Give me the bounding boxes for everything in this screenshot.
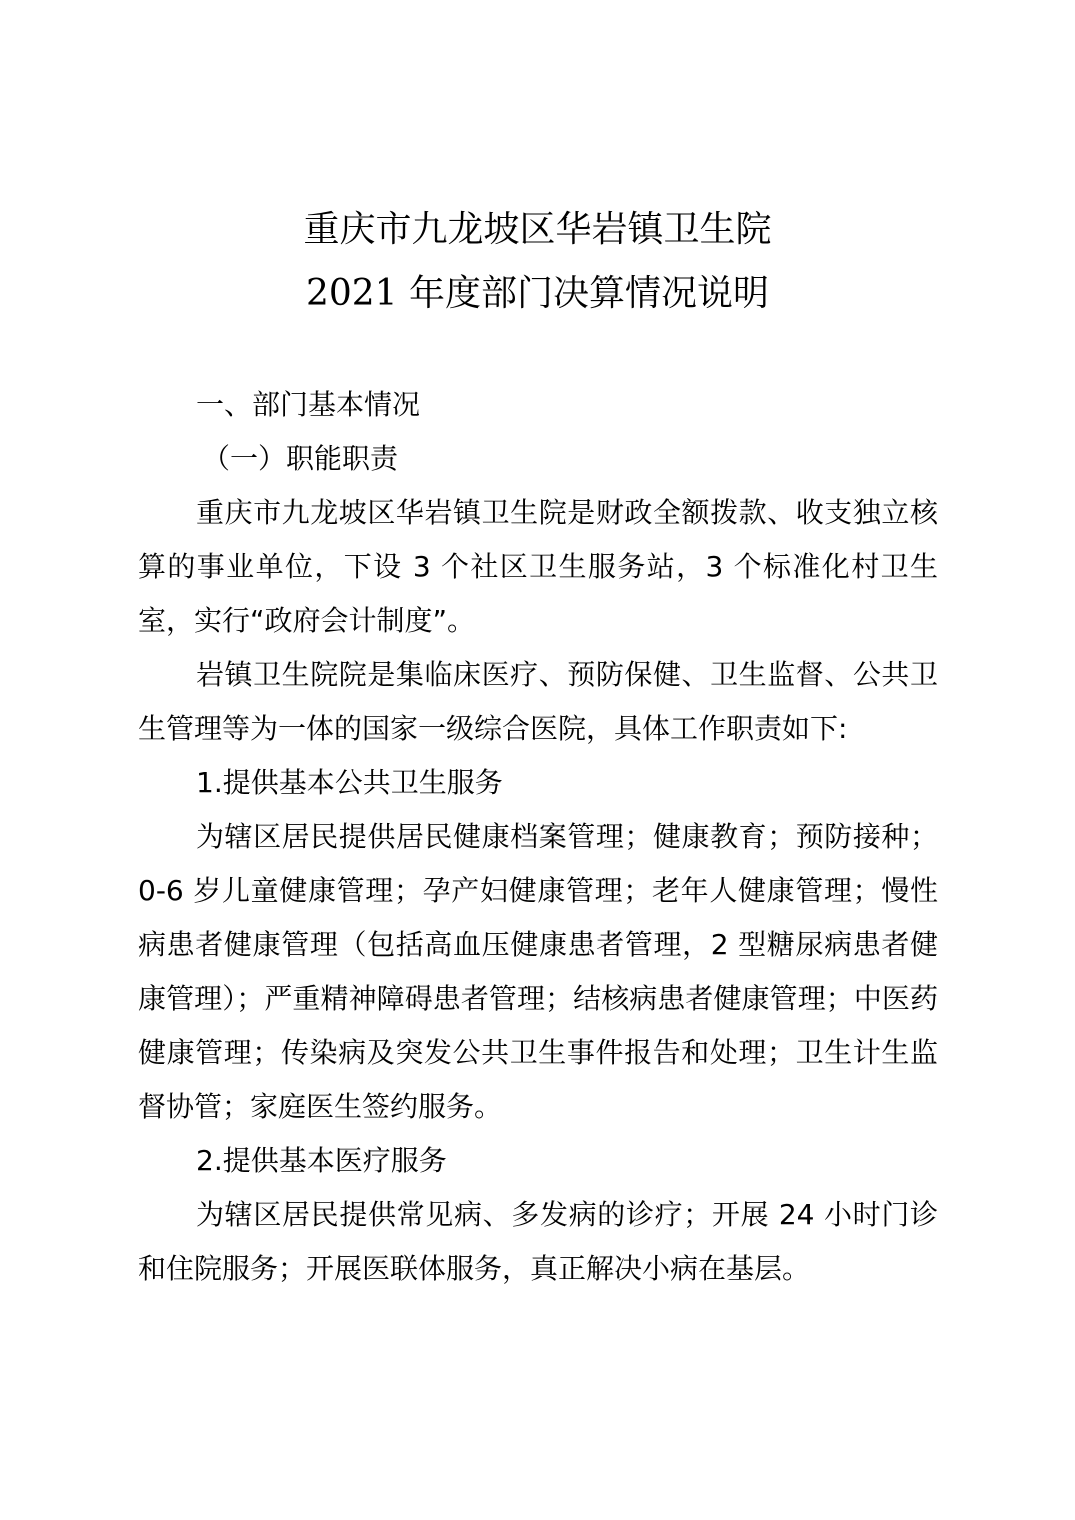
document-title — [0, 198, 1075, 326]
paragraph-duties-intro: 岩镇卫生院院是集临床医疗、预防保健、卫生监督、公共卫生管理等为一体的国家一级综合医院，具体工作职责如下: — [138, 658, 938, 745]
paragraph-organization: 重庆市九龙坡区华岩镇卫生院是财政全额拨款、收支独立核算的事业单位，下设 3 个社区卫生服务站，3 个标准化村卫生室，实行“政府会计制度”。 — [138, 496, 938, 637]
item-body-medical-service: 为辖区居民提供常见病、多发病的诊疗；开展 24 小时门诊和住院服务；开展医联体服务，真正解决小病在基层。 — [138, 1198, 938, 1285]
title-line-1: 重庆市九龙坡区华岩镇卫生院 — [303, 209, 772, 250]
section-heading-basic-info: 一、部门基本情况 — [196, 388, 421, 421]
title-line-2: 2021 年度部门决算情况说明 — [305, 273, 770, 314]
subsection-heading-duties: （一）职能职责 — [202, 442, 399, 475]
document-body — [138, 378, 938, 1296]
item-heading-public-health: 1.提供基本公共卫生服务 — [196, 766, 503, 799]
item-heading-medical-service: 2.提供基本医疗服务 — [196, 1144, 447, 1177]
item-body-public-health: 为辖区居民提供居民健康档案管理；健康教育；预防接种；0-6 岁儿童健康管理；孕产妇健康管理；老年人健康管理；慢性病患者健康管理（包括高血压健康患者管理，2 型糖尿病患者健康管理）；严重精神障碍患者管理；结核病患者健康管理；中医药健康管理；传染病及突发公共卫生事件报告和处理；卫生计生监督协管；家庭医生签约服务。 — [138, 820, 938, 1123]
